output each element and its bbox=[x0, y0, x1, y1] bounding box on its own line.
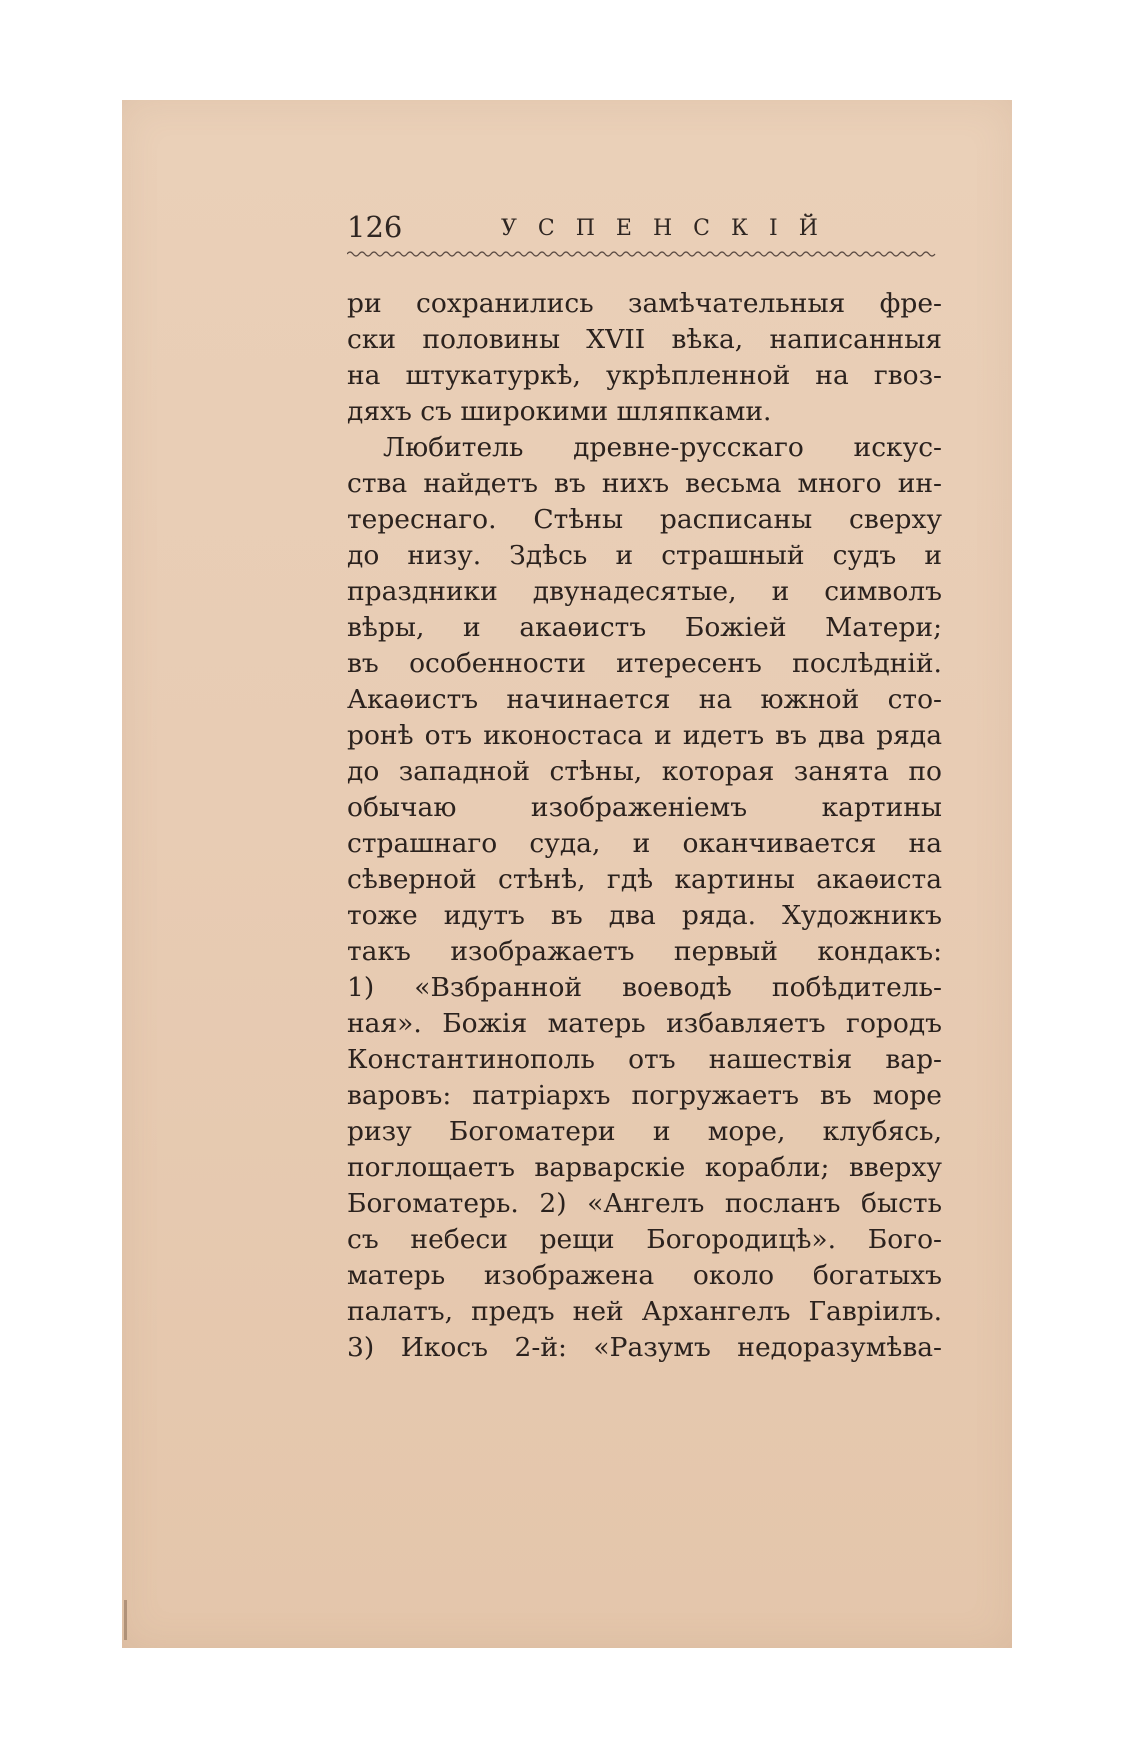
gutter-mark bbox=[124, 1600, 127, 1640]
text-line: Константинополь отъ нашествія вар- bbox=[347, 1044, 942, 1075]
text-line: праздники двунадесятые, и символъ bbox=[347, 576, 942, 607]
text-line: поглощаетъ варварскіе корабли; вверху bbox=[347, 1152, 942, 1183]
text-line: съ небеси рещи Богородицѣ». Бого- bbox=[347, 1224, 942, 1255]
text-line: до западной стѣны, которая занята по bbox=[347, 756, 942, 787]
text-line: тоже идутъ въ два ряда. Художникъ bbox=[347, 900, 942, 931]
text-line: матерь изображена около богатыхъ bbox=[347, 1260, 942, 1291]
text-line: варовъ: патріархъ погружаетъ въ море bbox=[347, 1080, 942, 1111]
text-line: 3) Икосъ 2-й: «Разумъ недоразумѣва- bbox=[347, 1332, 942, 1363]
text-line: обычаю изображеніемъ картины bbox=[347, 792, 942, 823]
wavy-rule bbox=[347, 249, 939, 259]
text-line: палатъ, предъ ней Архангелъ Гавріилъ. bbox=[347, 1296, 942, 1327]
text-line: ная». Божія матерь избавляетъ городъ bbox=[347, 1008, 942, 1039]
text-line: такъ изображаетъ первый кондакъ: bbox=[347, 936, 942, 967]
page-number: 126 bbox=[347, 210, 403, 244]
text-line: вѣры, и акаѳистъ Божіей Матери; bbox=[347, 612, 942, 643]
running-title: УСПЕНСКІЙ bbox=[501, 216, 839, 241]
text-line: Богоматерь. 2) «Ангелъ посланъ бысть bbox=[347, 1188, 942, 1219]
text-line: сѣверной стѣнѣ, гдѣ картины акаѳиста bbox=[347, 864, 942, 895]
text-line: страшнаго суда, и оканчивается на bbox=[347, 828, 942, 859]
text-line: до низу. Здѣсь и страшный судъ и bbox=[347, 540, 942, 571]
text-line: въ особенности итересенъ послѣдній. bbox=[347, 648, 942, 679]
text-line: ски половины XVII вѣка, написанныя bbox=[347, 324, 942, 355]
text-line: 1) «Взбранной воеводѣ побѣдитель- bbox=[347, 972, 942, 1003]
text-line: ронѣ отъ иконостаса и идетъ въ два ряда bbox=[347, 720, 942, 751]
paragraph-2 bbox=[347, 430, 942, 1366]
text-line: Любитель древне-русскаго искус- bbox=[383, 432, 942, 463]
text-line: ства найдетъ въ нихъ весьма много ин- bbox=[347, 468, 942, 499]
running-head bbox=[347, 210, 942, 250]
text-line: Акаѳистъ начинается на южной сто- bbox=[347, 684, 942, 715]
body-text bbox=[347, 286, 942, 1366]
text-line: дяхъ съ широкими шляпками. bbox=[347, 396, 772, 427]
text-line: тереснаго. Стѣны расписаны сверху bbox=[347, 504, 942, 535]
paragraph-1 bbox=[347, 286, 942, 430]
text-line: ри сохранились замѣчательныя фре- bbox=[347, 288, 942, 319]
text-line: на штукатуркѣ, укрѣпленной на гвоз- bbox=[347, 360, 942, 391]
text-line: ризу Богоматери и море, клубясь, bbox=[347, 1116, 942, 1147]
